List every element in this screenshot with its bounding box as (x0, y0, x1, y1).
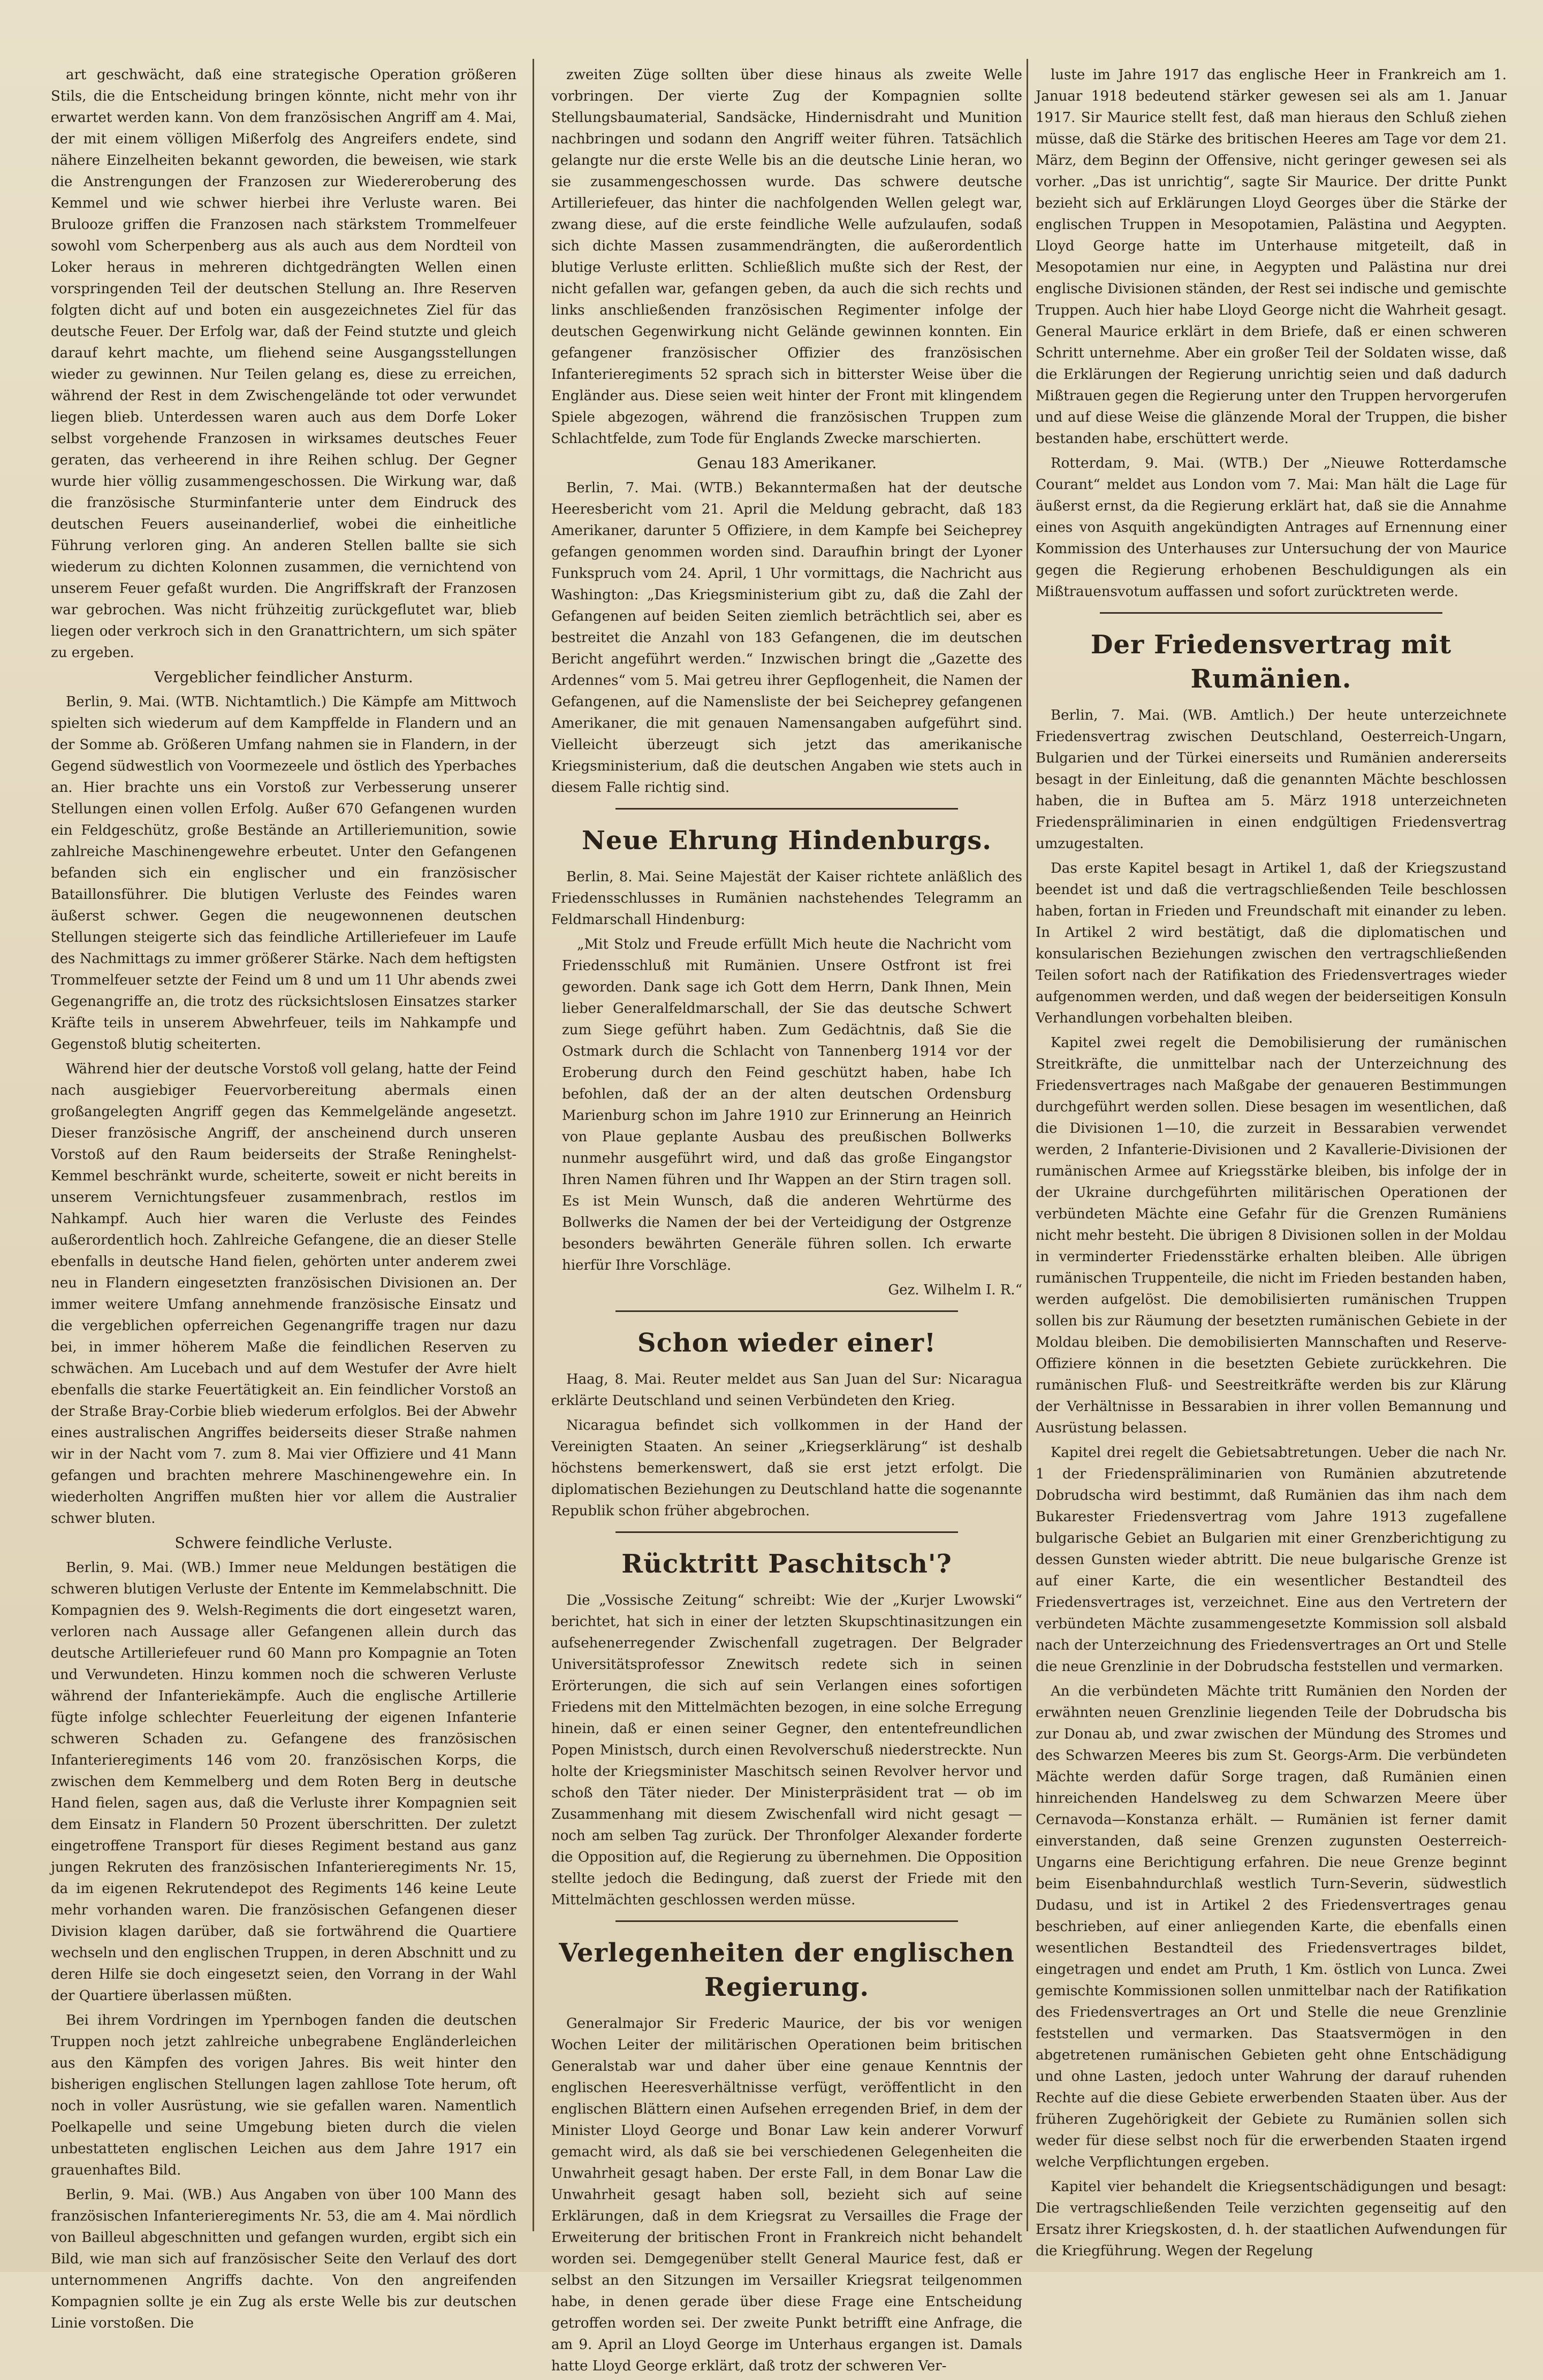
article-paragraph: Bei ihrem Vordringen im Ypernbogen fanden die deutschen Truppen noch jetzt zahlreiche unbegrabene Engländerleichen aus den Kämpfen des vorigen Jahres. Bis weit hinter den bisherigen englischen Stellungen lagen zahllose Tote herum, oft noch in voller Ausrüstung, wie sie gefallen waren. Namentlich Poelkapelle und seine Umgebung bieten durch die vielen unbestatteten englischen Leichen aus dem Jahre 1917 ein grauenhaftes Bild. (51, 2012, 516, 2178)
article-paragraph: zweiten Züge sollten über diese hinaus als zweite Welle vorbringen. Der vierte Zug der Kompagnien sollte Stellungsbaumaterial, Sandsäcke, Hindernisdraht und Munition nachbringen und sodann den Angriff weiter führen. Tatsächlich gelangte nur die erste Welle bis an die deutsche Linie heran, wo sie zusammengeschossen wurde. Das schwere deutsche Artilleriefeuer, das hinter die nachfolgenden Wellen gelegt war, zwang diese, auf die erste feindliche Welle aufzulaufen, sodaß sich dichte Massen zusammendrängten, die außerordentlich blutige Verluste erlitten. Schließlich mußte sich der Rest, der nicht gefallen war, gefangen geben, da auch die sich rechts und links anschließenden französischen Regimenter infolge der deutschen Gegenwirkung nicht Gelände gewinnen konnten. Ein gefangener französischer Offizier des französischen Infanterieregiments 52 sprach sich in bitterster Weise über die Engländer aus. Diese seien weit hinter der Front mit klingendem Spiele abgezogen, während die französischen Truppen zum Schlachtfelde, zum Tode für Englands Zwecke marschierten. (551, 67, 1022, 447)
article-paragraph: An die verbündeten Mächte tritt Rumänien den Norden der erwähnten neuen Grenzlinie liegenden Teile der Dobrudscha bis zur Donau ab, und zwar zwischen der Mündung des Stromes und des Schwarzen Meeres bis zum St. Georgs-Arm. Die verbündeten Mächte werden dafür Sorge tragen, daß Rumänien einen hinreichenden Handelsweg zu dem Schwarzen Meere über Cernavoda—Konstanza erhält. — Rumänien ist ferner damit einverstanden, daß seine Grenzen zugunsten Oesterreich-Ungarns eine Berichtigung erfahren. Die neue Grenze beginnt beim Eisenbahndurchlaß westlich Turn-Severin, südwestlich Dudasu, und ist in Artikel 2 des Friedensvertrages genau beschrieben, auf einer anliegenden Karte, die ebenfalls einen wesentlichen Bestandteil des Friedensvertrages bildet, eingetragen und endet am Pruth, 1 Km. östlich von Lunca. Zwei gemischte Kommissionen sollen unmittelbar nach der Ratifikation des Friedensvertrages an Ort und Stelle die neue Grenzlinie feststellen und vermarken. Das Staatsvermögen in den abgetretenen rumänischen Gebieten geht ohne Entschädigung und ohne Lasten, jedoch unter Wahrung der darauf ruhenden Rechte auf die diese Gebiete erwerbenden Staaten über. Aus der früheren Zugehörigkeit der Gebiete zu Rumänien sollen sich weder für diese selbst noch für die erwerbenden Staaten irgend welche Verpflichtungen ergeben. (1036, 1683, 1507, 2170)
separator (615, 808, 958, 810)
article-paragraph: Das erste Kapitel besagt in Artikel 1, daß der Kriegszustand beendet ist und daß die vertragschließenden Teile beschlossen haben, fortan in Frieden und Freundschaft mit einander zu leben. In Artikel 2 wird bestätigt, daß die diplomatischen und konsularischen Beziehungen zwischen den vertragschließenden Teilen sofort nach der Ratifikation des Friedensvertrages wieder aufgenommen werden, und daß wegen der beiderseitigen Konsuln Verhandlungen vorbehalten bleiben. (1036, 860, 1507, 1026)
separator (615, 1531, 958, 1533)
article-paragraph: Berlin, 9. Mai. (WB.) Aus Angaben von über 100 Mann des französischen Infanterieregiments Nr. 53, die am 4. Mai nördlich von Bailleul abgeschnitten und gefangen wurden, ergibt sich ein Bild, wie man sich auf französischer Seite den Verlauf des dort unternommenen Angriffs dachte. Von den angreifenden Kompagnien sollte je ein Zug als erste Welle bis zur deutschen Linie vorstoßen. Die (51, 2187, 516, 2331)
article-headline: Verlegenheiten der englischen Regierung. (559, 1938, 1015, 2002)
article-paragraph: Haag, 8. Mai. Reuter meldet aus San Juan del Sur: Nicaragua erklärte Deutschland und seinen Verbündeten den Krieg. (551, 1371, 1022, 1409)
separator (615, 1920, 958, 1922)
article-paragraph: Berlin, 9. Mai. (WTB. Nichtamtlich.) Die Kämpfe am Mittwoch spielten sich wiederum auf dem Kampffelde in Flandern und an der Somme ab. Größeren Umfang nahmen sie in Flandern, in der Gegend südwestlich von Voormezeele und östlich des Yperbaches an. Hier brachte uns ein Vorstoß zur Verbesserung unserer Stellungen einen vollen Erfolg. Außer 670 Gefangenen wurden ein Feldgeschütz, große Bestände an Artilleriemunition, sowie zahlreiche Maschinengewehre erbeutet. Unter den Gefangenen befanden sich ein englischer und ein französischer Bataillonsführer. Die blutigen Verluste des Feindes waren äußerst schwer. Gegen die neugewonnenen deutschen Stellungen steigerte sich das feindliche Artilleriefeuer im Laufe des Nachmittags zu immer größerer Stärke. Nach dem heftigsten Trommelfeuer setzte der Feind um 8 und um 11 Uhr abends zwei Gegenangriffe an, die trotz des rücksichtslosen Einsatzes starker Kräfte teils in unserem Abwehrfeuer, teils im Nahkampfe und Gegenstoß blutig scheiterten. (51, 694, 516, 1052)
article-headline: Der Friedensvertrag mit Rumänien. (1090, 630, 1452, 694)
article-headline: Rücktritt Paschitsch'? (621, 1549, 952, 1579)
article-paragraph: Berlin, 9. Mai. (WB.) Immer neue Meldungen bestätigen die schweren blutigen Verluste der Entente im Kemmelabschnitt. Die Kompagnien des 9. Welsh-Regiments die dort eingesetzt waren, verloren nach Aussage aller Gefangenen allein durch das deutsche Artilleriefeuer rund 60 Mann pro Kompagnie an Toten und Verwundeten. Hinzu kommen noch die schweren Verluste während der Infanteriekämpfe. Auch die englische Artillerie fügte infolge schlechter Feuerleitung der eigenen Infanterie schweren Schaden zu. Gefangene des französischen Infanterieregiments 146 vom 20. französischen Korps, die zwischen dem Kemmelberg und dem Roten Berg in deutsche Hand fielen, sagen aus, daß die Verluste ihrer Kompagnien seit dem Einsatz in Flandern 50 Prozent überschritten. Der zuletzt eingetroffene Transport für dieses Regiment bestand aus ganz jungen Rekruten des französischen Infanterieregiments Nr. 15, da im eigenen Rekrutendepot des Regiments 146 keine Leute mehr vorhanden waren. Die französischen Gefangenen dieser Division klagen darüber, daß sie fortwährend die Quartiere wechseln und den englischen Truppen, in deren Abschnitt und zu deren Hilfe sie doch eingesetzt seien, den Vorrang in der Wahl der Quartiere überlassen müßten. (51, 1560, 516, 2004)
column-2 (551, 64, 1022, 2380)
separator (615, 1310, 958, 1312)
article-paragraph: art geschwächt, daß eine strategische Operation größeren Stils, die die Entscheidung bringen könnte, nicht mehr von ihr erwartet werden kann. Von dem französischen Angriff am 4. Mai, der mit einem völligen Mißerfolg des Angreifers endete, sind nähere Einzelheiten bekannt geworden, die beweisen, wie stark die Anstrengungen der Franzosen zur Wiedereroberung des Kemmel und wie schwer hierbei ihre Verluste waren. Bei Brulooze griffen die Franzosen nach stärkstem Trommelfeuer sowohl vom Scherpenberg aus als auch aus dem Nordteil von Loker heraus in mehreren dichtgedrängten Wellen einen vorspringenden Teil der deutschen Stellung an. Ihre Reserven folgten dicht auf und boten ein ausgezeichnetes Ziel für das deutsche Feuer. Der Erfolg war, daß der Feind stutzte und gleich darauf kehrt machte, um fliehend seine Ausgangsstellungen wieder zu gewinnen. Nur Teilen gelang es, diese zu erreichen, während der Rest in dem Zwischengelände tot oder verwundet liegen blieb. Unterdessen waren auch aus dem Dorfe Loker selbst vorgehende Franzosen in wirksames deutsches Feuer geraten, das verheerend in ihre Reihen schlug. Der Gegner wurde hier völlig zusammengeschossen. Die Wirkung war, daß die französische Sturminfanterie unter dem Eindruck des deutschen Feuers auseinanderlief, wobei die einheitliche Führung verloren ging. An anderen Stellen ballte sie sich wiederum zu dichten Kolonnen zusammen, die vernichtend von unserem Feuer gefaßt wurden. Die Angriffskraft der Franzosen war gebrochen. Was nicht frühzeitig zurückgeflutet war, blieb liegen oder verkroch sich in den Granattrichtern, um sich später zu ergeben. (51, 67, 516, 661)
article-paragraph: Generalmajor Sir Frederic Maurice, der bis vor wenigen Wochen Leiter der militärischen Operationen beim britischen Generalstab war und daher über eine genaue Kenntnis der englischen Heeresverhältnisse verfügt, veröffentlicht in den englischen Blättern einen Aufsehen erregenden Brief, in dem der Minister Lloyd George und Bonar Law kein anderer Vorwurf gemacht wird, als daß sie bei verschiedenen Gelegenheiten die Unwahrheit gesagt haben. Der erste Fall, in dem Bonar Law die Unwahrheit gesagt haben soll, bezieht sich auf seine Erklärungen, daß in dem Kriegsrat zu Versailles die Frage der Erweiterung der britischen Front in Frankreich nicht behandelt worden sei. Demgegenüber stellt General Maurice fest, daß er selbst an den Sitzungen im Versailler Kriegsrat teilgenommen habe, in denen gerade über diese Frage eine Entscheidung getroffen worden sei. Der zweite Punkt betrifft eine Anfrage, die am 9. April an Lloyd George im Unterhaus ergangen ist. Damals hatte Lloyd George erklärt, daß trotz der schweren Ver- (551, 2016, 1022, 2374)
article-paragraph: Berlin, 8. Mai. Seine Majestät der Kaiser richtete anläßlich des Friedensschlusses in Rumänien nachstehendes Telegramm an Feldmarschall Hindenburg: (551, 869, 1022, 928)
article-headline: Schon wieder einer! (637, 1328, 937, 1358)
section-subheading: Schwere feindliche Verluste. (174, 1534, 393, 1552)
column-3 (1036, 64, 1507, 2265)
column-rule (1027, 59, 1028, 2231)
separator (1100, 612, 1442, 614)
section-subheading: Vergeblicher feindlicher Ansturm. (154, 668, 413, 686)
telegram-text: „Mit Stolz und Freude erfüllt Mich heute die Nachricht vom Friedensschluß mit Rumänien. Unsere Ostfront ist frei geworden. Dank sage ich Gott dem Herrn, Dank Ihnen, Mein lieber Generalfeldmarschall, der Sie das deutsche Schwert zum Siege geführt haben. Zum Gedächtnis, daß Sie die Ostmark durch die Schlacht von Tannenberg 1914 vor der Eroberung durch den Feind geschützt haben, habe Ich befohlen, daß der an der alten deutschen Ordensburg Marienburg schon im Jahre 1910 zur Erinnerung an Heinrich von Plaue geplante Ausbau des preußischen Bollwerks nunmehr ausgeführt wird, und daß das große Eingangstor Ihren Namen führen und Ihr Wappen an der Stirn tragen soll. Es ist Mein Wunsch, daß die anderen Wehrtürme des Bollwerks die Namen der bei der Verteidigung der Ostgrenze besonders bewährten Generäle führen sollen. Ich erwarte hierfür Ihre Vorschläge. (562, 936, 1012, 1273)
article-paragraph: Kapitel drei regelt die Gebietsabtretungen. Ueber die nach Nr. 1 der Friedenspräliminarien von Rumänien abzutretende Dobrudscha wird bestimmt, daß Rumänien das ihm nach dem Bukarester Friedensvertrag vom Jahre 1913 zugefallene bulgarische Gebiet an Bulgarien mit einer Grenzberichtigung zu dessen Gunsten wieder abtritt. Die neue bulgarische Grenze ist auf einer Karte, die ein wesentlicher Bestandteil des Friedensvertrages ist, verzeichnet. Eine aus den Vertretern der verbündeten Mächte zusammengesetzte Kommission soll alsbald nach der Unterzeichnung des Friedensvertrages an Ort und Stelle die neue Grenzlinie in der Dobrudscha feststellen und vermarken. (1036, 1445, 1507, 1675)
signature-line: Gez. Wilhelm I. R.“ (888, 1282, 1022, 1298)
article-paragraph: Die „Vossische Zeitung“ schreibt: Wie der „Kurjer Lwowski“ berichtet, hat sich in einer der letzten Skupschtinasitzungen ein aufsehenerregender Zwischenfall zugetragen. Der Belgrader Universitätsprofessor Znewitsch redete sich in seinen Erörterungen, die sich auf sein Verlangen eines sofortigen Friedens mit den Mittelmächten bezogen, in eine solche Erregung hinein, daß er einen seiner Gegner, den ententefreundlichen Popen Ministsch, durch einen Revolverschuß niederstreckte. Nun holte der Kriegsminister Maschitsch seinen Revolver hervor und schoß den Täter nieder. Der Ministerpräsident trat — ob im Zusammenhang mit diesem Zwischenfall wird nicht gesagt — noch am selben Tag zurück. Der Thronfolger Alexander forderte die Opposition auf, die Regierung zu übernehmen. Die Opposition stellte jedoch die Bedingung, daß zuerst der Friede mit den Mittelmächten geschlossen werden müsse. (551, 1592, 1022, 1908)
article-paragraph: Berlin, 7. Mai. (WTB.) Bekanntermaßen hat der deutsche Heeresbericht vom 21. April die Meldung gebracht, daß 183 Amerikaner, darunter 5 Offiziere, in dem Kampfe bei Seicheprey gefangen genommen worden sind. Daraufhin bringt der Lyoner Funkspruch vom 24. April, 1 Uhr vormittags, die Nachricht aus Washington: „Das Kriegsministerium gibt zu, daß die Zahl der Gefangenen auf beiden Seiten ziemlich beträchtlich sei, aber es bestreitet die Anzahl von 183 Gefangenen, die im deutschen Bericht angeführt werden.“ Inzwischen bringt die „Gazette des Ardennes“ vom 5. Mai getreu ihrer Gepflogenheit, die Namen der Gefangenen, auf die Namensliste der bei Seicheprey gefangenen Amerikaner, die mit genauen Namensangaben aufgeführt sind. Vielleicht überzeugt sich jetzt das amerikanische Kriegsministerium, daß die deutschen Angaben wie stets auch in diesem Falle richtig sind. (551, 480, 1022, 796)
article-paragraph: Kapitel vier behandelt die Kriegsentschädigungen und besagt: Die vertragschließenden Teile verzichten gegenseitig auf den Ersatz ihrer Kriegskosten, d. h. der staatlichen Aufwendungen für die Kriegführung. Wegen der Regelung (1036, 2179, 1507, 2259)
column-1 (51, 64, 516, 2337)
column-rule (533, 59, 534, 2231)
article-paragraph: Rotterdam, 9. Mai. (WTB.) Der „Nieuwe Rotterdamsche Courant“ meldet aus London vom 7. Mai: Man hält die Lage für äußerst ernst, da die Regierung erklärt hat, daß sie die Annahme eines von Asquith angekündigten Antrages auf Ernennung einer Kommission des Unterhauses zur Untersuchung der von Maurice gegen die Regierung erhobenen Beschuldigungen als ein Mißtrauensvotum auffassen und sofort zurücktreten werde. (1036, 455, 1507, 600)
section-subheading: Genau 183 Amerikaner. (696, 454, 877, 472)
article-paragraph: luste im Jahre 1917 das englische Heer in Frankreich am 1. Januar 1918 bedeutend stärker gewesen sei als am 1. Januar 1917. Sir Maurice stellt fest, daß man hieraus den Schluß ziehen müsse, daß die Stärke des britischen Heeres am Tage vor dem 21. März, dem Beginn der Offensive, nicht geringer gewesen sei als vorher. „Das ist unrichtig“, sagte Sir Maurice. Der dritte Punkt bezieht sich auf Erklärungen Lloyd Georges über die Stärke der englischen Truppen in Mesopotamien, Palästina und Aegypten. Lloyd George hatte im Unterhause mitgeteilt, daß in Mesopotamien nur eine, in Aegypten und Palästina nur drei englische Divisionen ständen, der Rest sei indische und gemischte Truppen. Auch hier habe Lloyd George nicht die Wahrheit gesagt. General Maurice erklärt in dem Briefe, daß er einen schweren Schritt unternehme. Aber ein großer Teil der Soldaten wisse, daß die Erklärungen der Regierung unrichtig seien und daß dadurch Mißtrauen gegen die Regierung unter den Truppen hervorgerufen und auf diese Weise die glänzende Moral der Truppen, die bisher bestanden habe, erschüttert werde. (1036, 67, 1507, 447)
article-paragraph: Kapitel zwei regelt die Demobilisierung der rumänischen Streitkräfte, die unmittelbar nach der Unterzeichnung des Friedensvertrages nach Maßgabe der genaueren Bestimmungen durchgeführt werden sollen. Diese besagen im wesentlichen, daß die Divisionen 1—10, die zurzeit in Bessarabien verwendet werden, 2 Infanterie-Divisionen und 2 Kavallerie-Divisionen der rumänischen Armee auf Kriegsstärke bleiben, bis infolge der in der Ukraine durchgeführten militärischen Operationen der verbündeten Mächte eine Gefahr für die Grenzen Rumäniens nicht mehr besteht. Die übrigen 8 Divisionen sollen in der Moldau in verminderter Friedensstärke erhalten bleiben. Alle übrigen rumänischen Truppenteile, die nicht im Frieden bestanden haben, werden aufgelöst. Die demobilisierten rumänischen Truppen sollen bis zur Räumung der besetzten rumänischen Gebiete in der Moldau bleiben. Die demobilisierten Mannschaften und Reserve-Offiziere können in die besetzten Gebiete zurückkehren. Die rumänischen Fluß- und Seestreitkräfte werden bis zur Klärung der Verhältnisse in Bessarabien in ihrer vollen Bemannung und Ausrüstung belassen. (1036, 1035, 1507, 1436)
article-headline: Neue Ehrung Hindenburgs. (582, 826, 992, 856)
article-paragraph: Berlin, 7. Mai. (WB. Amtlich.) Der heute unterzeichnete Friedensvertrag zwischen Deutschland, Oesterreich-Ungarn, Bulgarien und der Türkei einerseits und Rumänien andererseits besagt in der Einleitung, daß die genannten Mächte beschlossen haben, die in Buftea am 5. März 1918 unterzeichneten Friedenspräliminarien in einen endgültigen Friedensvertrag umzugestalten. (1036, 707, 1507, 852)
article-paragraph: Während hier der deutsche Vorstoß voll gelang, hatte der Feind nach ausgiebiger Feuervorbereitung abermals einen großangelegten Angriff gegen das Kemmelgelände angesetzt. Dieser französische Angriff, der anscheinend durch unseren Vorstoß auf den Raum beiderseits der Straße Reninghelst-Kemmel beschränkt wurde, scheiterte, soweit er nicht bereits in unserem Vernichtungsfeuer zusammenbrach, restlos im Nahkampf. Auch hier waren die Verluste des Feindes außerordentlich hoch. Zahlreiche Gefangene, die an dieser Stelle ebenfalls in deutsche Hand fielen, gehörten unter anderem zwei neu in Flandern eingesetzten französischen Divisionen an. Der immer weitere Umfang annehmende französische Einsatz und die vergeblichen opferreichen Gegenangriffe tragen nur dazu bei, in immer höherem Maße die feindlichen Reserven zu schwächen. Am Lucebach und auf dem Westufer der Avre hielt ebenfalls die starke Feuertätigkeit an. Ein feindlicher Vorstoß an der Straße Bray-Corbie blieb wiederum erfolglos. Bei der Abwehr eines australischen Angriffes beiderseits dieser Straße nahmen wir in der Nacht vom 7. zum 8. Mai vier Offiziere und 41 Mann gefangen und brachten mehrere Maschinengewehre ein. In wiederholten Angriffen mußten hier vor allem die Australier schwer bluten. (51, 1061, 516, 1527)
article-paragraph: Nicaragua befindet sich vollkommen in der Hand der Vereinigten Staaten. An seiner „Kriegserklärung“ ist deshalb höchstens bemerkenswert, daß sie erst jetzt erfolgt. Die diplomatischen Beziehungen zu Deutschland hatte die sogenannte Republik schon früher abgebrochen. (551, 1417, 1022, 1519)
